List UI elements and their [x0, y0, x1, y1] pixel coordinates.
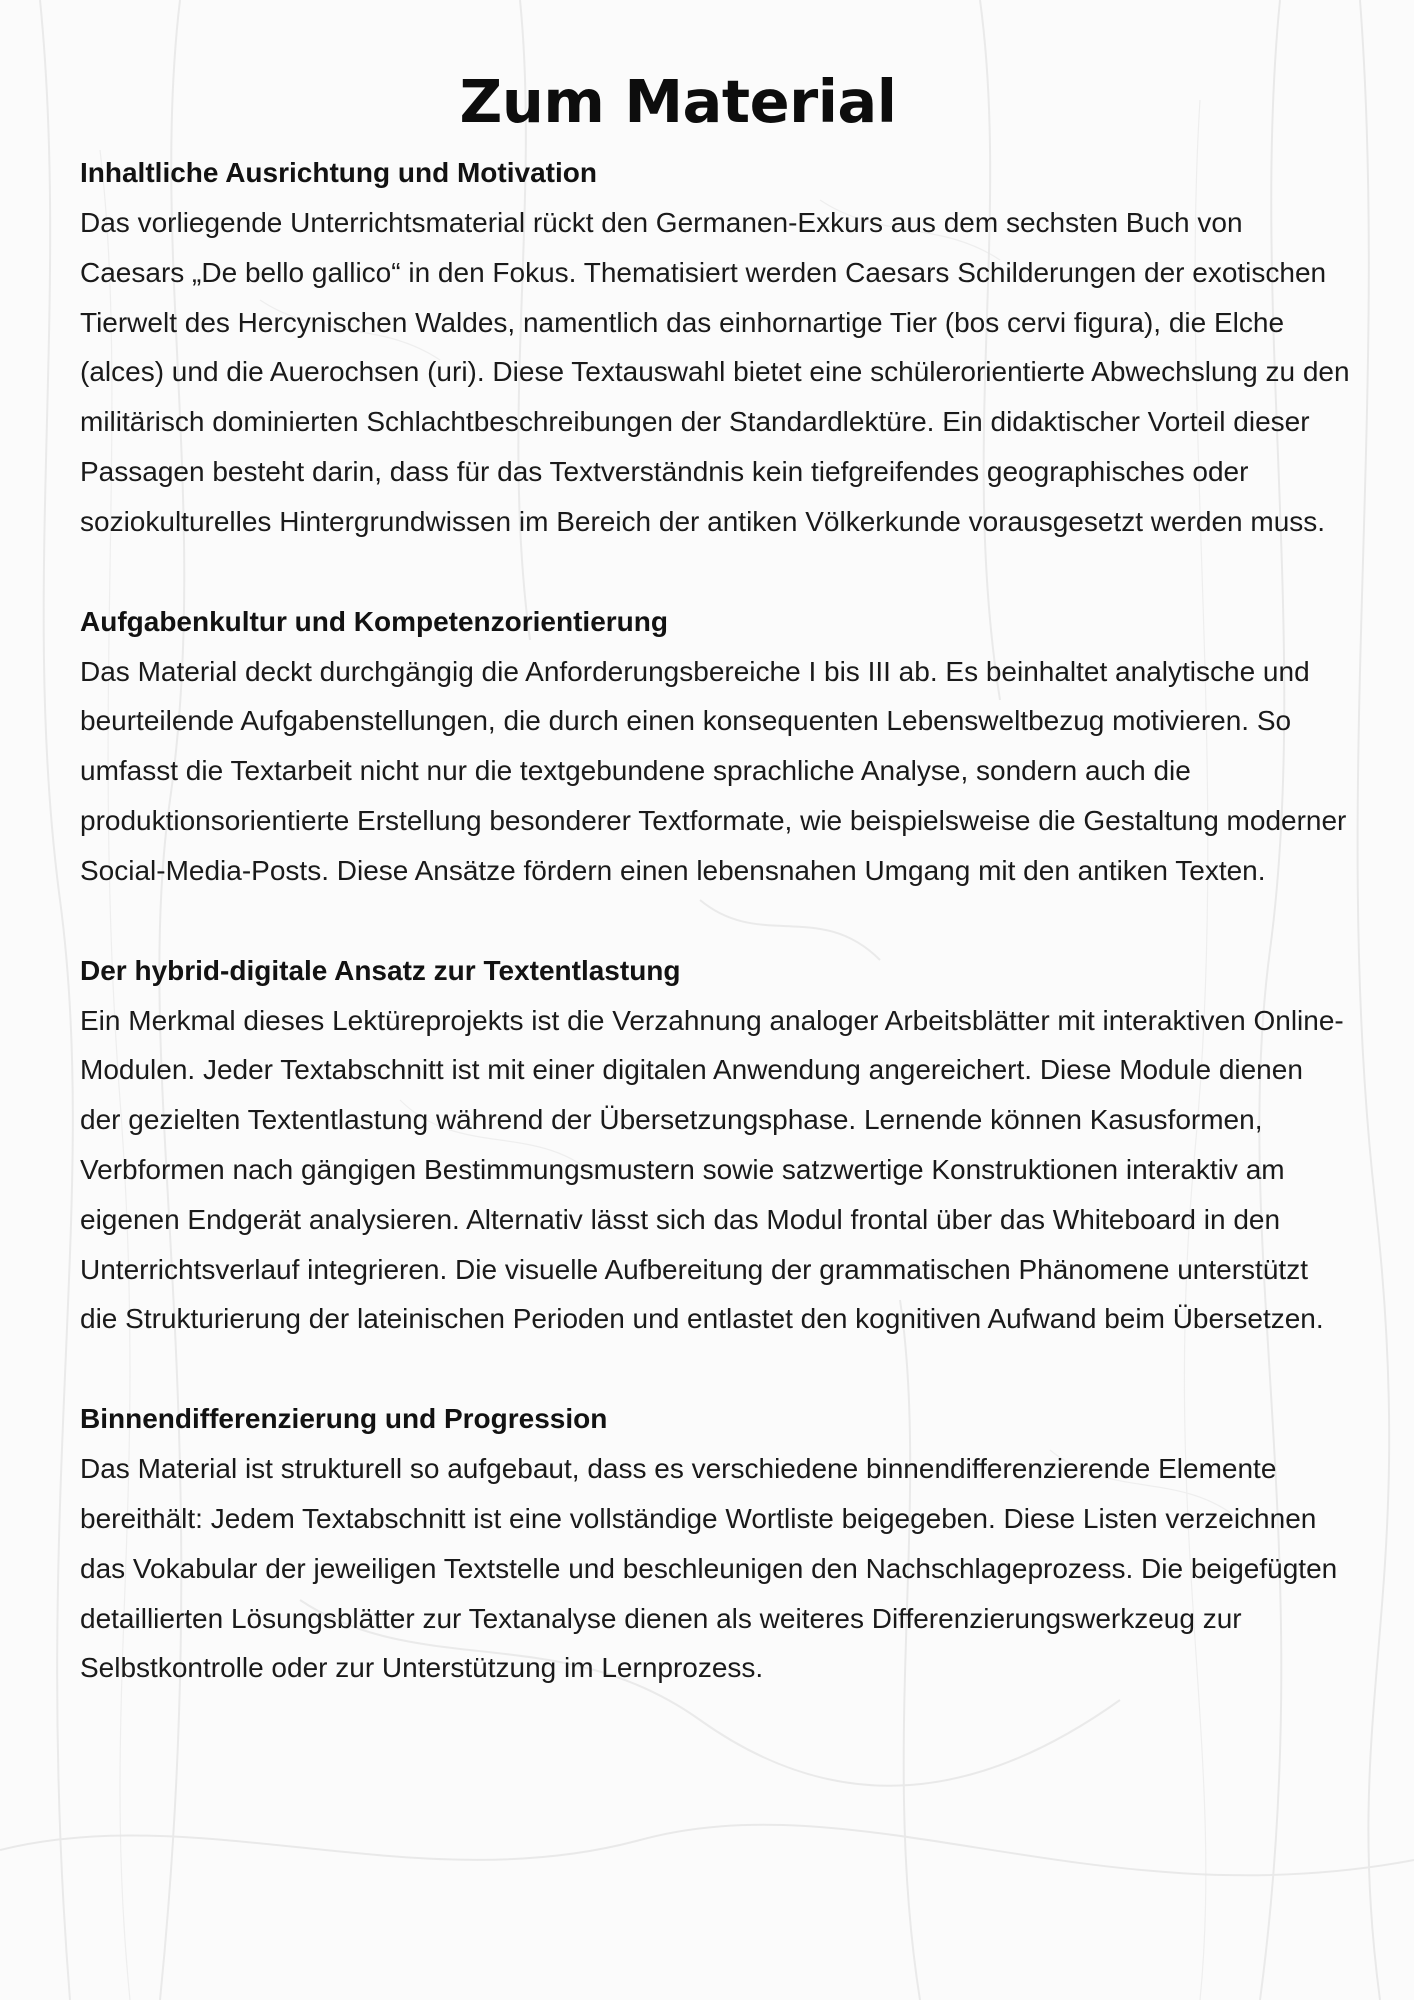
section-inhaltliche-ausrichtung	[80, 148, 1350, 547]
section-paragraph: Das Material ist strukturell so aufgebaut, dass es verschiedene binnendifferenzierende Elemente bereithält: Jedem Textabschnitt ist eine vollständige Wortliste beigegeben. Diese Listen verzeichnen das Vokabular der jeweiligen Textstelle und beschleunigen den Nachschlageprozess. Die beigefügten detaillierten Lösungsblätter zur Textanalyse dienen als weiteres Differenzierungswerkzeug zur Selbstkontrolle oder zur Unterstützung im Lernprozess.	[80, 1453, 1338, 1684]
section-aufgabenkultur	[80, 597, 1350, 896]
section-heading: Der hybrid-digitale Ansatz zur Textentlastung	[80, 954, 681, 986]
section-heading: Inhaltliche Ausrichtung und Motivation	[80, 157, 597, 188]
section-hybrid-digital	[80, 946, 1350, 1345]
section-binnendifferenzierung	[80, 1394, 1350, 1693]
section-heading: Aufgabenkultur und Kompetenzorientierung	[80, 605, 668, 637]
page-title: Zum Material	[459, 67, 897, 136]
section-heading: Binnendifferenzierung und Progression	[80, 1403, 608, 1435]
document-content	[80, 148, 1350, 1743]
section-paragraph: Ein Merkmal dieses Lektüreprojekts ist die Verzahnung analoger Arbeitsblätter mit interaktiven Online-Modulen. Jeder Textabschnitt ist mit einer digitalen Anwendung angereichert. Diese Module dienen der gezielten Textentlastung während der Übersetzungsphase. Lernende können Kasusformen, Verbformen nach gängigen Bestimmungsmustern sowie satzwertige Konstruktionen interaktiv am eigenen Endgerät analysieren. Alternativ lässt sich das Modul frontal über das Whiteboard in den Unterrichtsverlauf integrieren. Die visuelle Aufbereitung der grammatischen Phänomene unterstützt die Strukturierung der lateinischen Perioden und entlastet den kognitiven Aufwand beim Übersetzen.	[80, 1004, 1344, 1335]
section-paragraph: Das vorliegende Unterrichtsmaterial rückt den Germanen-Exkurs aus dem sechsten Buch von Caesars „De bello gallico“ in den Fokus. Thematisiert werden Caesars Schilderungen der exotischen Tierwelt des Hercynischen Waldes, namentlich das einhornartige Tier (bos cervi figura), die Elche (alces) und die Auerochsen (uri). Diese Textauswahl bietet eine schülerorientierte Abwechslung zu den militärisch dominierten Schlachtbeschreibungen der Standardlektüre. Ein didaktischer Vorteil dieser Passagen besteht darin, dass für das Textverständnis kein tiefgreifendes geographisches oder soziokulturelles Hintergrundwissen im Bereich der antiken Völkerkunde vorausgesetzt werden muss.	[80, 207, 1350, 537]
section-paragraph: Das Material deckt durchgängig die Anforderungsbereiche I bis III ab. Es beinhaltet analytische und beurteilende Aufgabenstellungen, die durch einen konsequenten Lebensweltbezug motivieren. So umfasst die Textarbeit nicht nur die textgebundene sprachliche Analyse, sondern auch die produktionsorientierte Erstellung besonderer Textformate, wie beispielsweise die Gestaltung moderner Social-Media-Posts. Diese Ansätze fördern einen lebensnahen Umgang mit den antiken Texten.	[80, 655, 1347, 886]
